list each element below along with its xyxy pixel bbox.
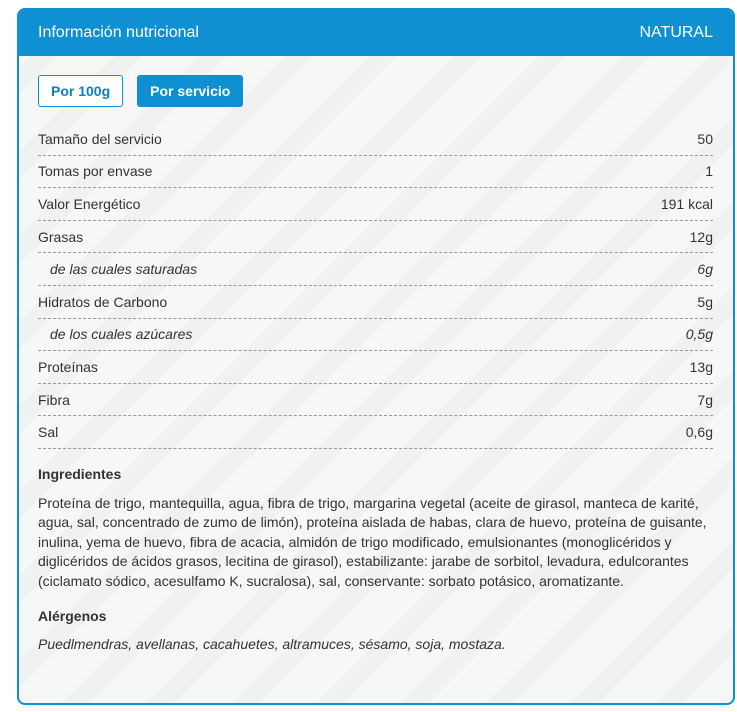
nutrient-value: 191 kcal: [660, 195, 713, 212]
nutrient-label: Sal: [38, 424, 59, 441]
per-100g-button[interactable]: Por 100g: [38, 75, 123, 107]
nutrition-row: [38, 416, 713, 449]
nutrient-value: 1: [705, 163, 713, 180]
ingredients-heading: Ingredientes: [38, 465, 122, 482]
nutrient-value: 50: [697, 130, 713, 147]
nutrient-label: Fibra: [38, 391, 70, 408]
nutrition-row: [38, 123, 713, 156]
nutrition-row: [38, 286, 713, 319]
nutrient-value: 7g: [697, 391, 713, 408]
flavor-label: NATURAL: [639, 24, 713, 41]
nutrition-table: [38, 123, 713, 449]
nutrition-row: [38, 384, 713, 417]
allergens-text: Puedlmendras, avellanas, cacahuetes, altramuces, sésamo, soja, mostaza.: [38, 636, 506, 653]
nutrition-row: [38, 188, 713, 221]
nutrient-value: 6g: [697, 261, 713, 278]
nutrition-row: [38, 221, 713, 254]
nutrient-label: Grasas: [38, 228, 84, 245]
card-header: [19, 10, 733, 56]
nutrient-label: de las cuales saturadas: [50, 261, 198, 278]
nutrition-card: [17, 8, 735, 705]
nutrient-label: Tomas por envase: [38, 163, 153, 180]
nutrient-label: Valor Energético: [38, 195, 141, 212]
nutrition-row: [38, 253, 713, 286]
nutrient-value: 13g: [689, 358, 713, 375]
nutrition-row: [38, 319, 713, 352]
per-serving-button[interactable]: Por servicio: [137, 75, 243, 107]
nutrition-row: [38, 351, 713, 384]
ingredients-text: Proteína de trigo, mantequilla, agua, fibra de trigo, margarina vegetal (aceite de girasol, manteca de karité, agua, sal, concentrado de zumo de limón), proteína aislada de habas, clara de huevo, proteína de guisante, inulina, yema de huevo, fibra de acacia, almidón de trigo modificado, emulsionantes (monoglicéridos y diglicéridos de ácidos grasos, lecitina de girasol), estabilizante: jarabe de sorbitol, levadura, edulcorantes (ciclamato sódico, acesulfamo K, sucralosa), sal, conservante: sorbato potásico, aromatizante.: [38, 494, 707, 589]
nutrient-label: Tamaño del servicio: [38, 130, 162, 147]
nutrient-value: 0,5g: [685, 326, 713, 343]
nutrient-label: Proteínas: [38, 358, 98, 375]
nutrient-label: Hidratos de Carbono: [38, 293, 168, 310]
nutrient-value: 0,6g: [685, 424, 713, 441]
nutrient-value: 5g: [697, 293, 713, 310]
nutrient-value: 12g: [689, 228, 713, 245]
nutrient-label: de los cuales azúcares: [50, 326, 193, 343]
card-title: Información nutricional: [38, 24, 199, 41]
nutrition-row: [38, 156, 713, 189]
allergens-heading: Alérgenos: [38, 608, 107, 625]
